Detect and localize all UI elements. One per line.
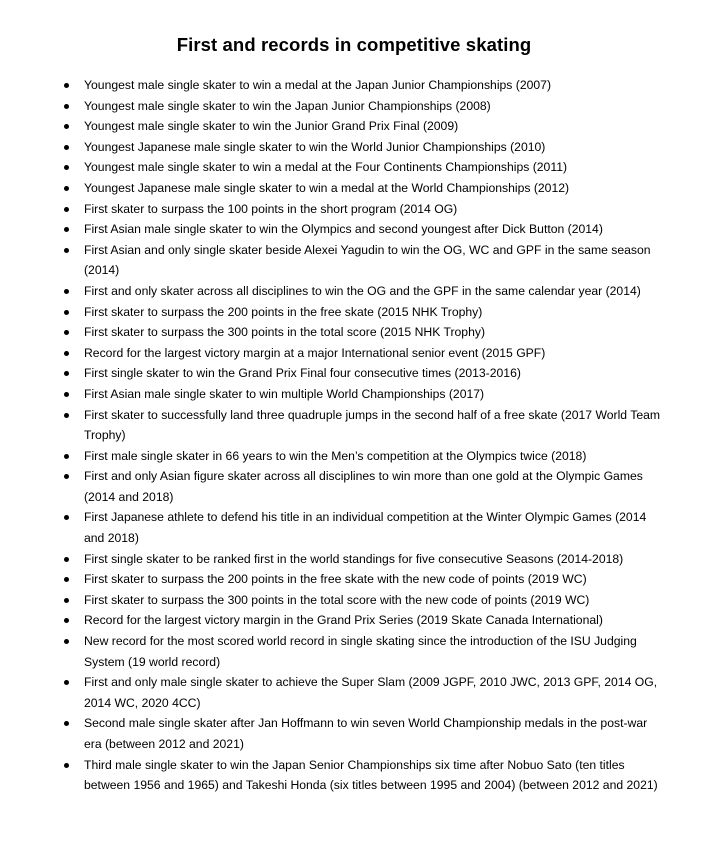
bullet-icon — [64, 207, 69, 212]
record-text: First skater to surpass the 300 points in the total score with the new code of points (2019 WC) — [84, 592, 590, 607]
bullet-icon — [64, 186, 69, 191]
record-text: First Japanese athlete to defend his title in an individual competition at the Winter Olympic Games (2014 and 2018) — [84, 510, 647, 546]
record-item — [64, 466, 668, 507]
bullet-icon — [64, 515, 69, 520]
record-text: Third male single skater to win the Japan Senior Championships six time after Nobuo Sato (ten titles between 1956 and 1965) and Takeshi Honda (six titles between 1995 and 2004) (between 2012 and 2021) — [84, 757, 658, 793]
bullet-icon — [64, 454, 69, 459]
bullet-icon — [64, 763, 69, 768]
record-item — [64, 713, 668, 754]
record-text: Youngest male single skater to win a medal at the Japan Junior Championships (2007) — [84, 78, 552, 92]
bullet-icon — [64, 557, 69, 562]
record-item — [64, 405, 668, 446]
records-list — [64, 75, 668, 796]
record-item — [64, 240, 668, 281]
record-item — [64, 755, 668, 796]
record-item — [64, 549, 668, 570]
bullet-icon — [64, 145, 69, 150]
record-text: Youngest male single skater to win a medal at the Four Continents Championships (2011) — [84, 160, 568, 175]
record-text: First and only male single skater to achieve the Super Slam (2009 JGPF, 2010 JWC, 2013 GPF, 2014 OG, 2014 WC, 2020 4CC) — [84, 675, 658, 710]
record-item — [64, 302, 668, 323]
record-text: First single skater to be ranked first in the world standings for five consecutive Seasons (2014-2018) — [84, 551, 624, 566]
bullet-icon — [64, 289, 69, 294]
bullet-icon — [64, 351, 69, 356]
record-item — [64, 672, 668, 713]
record-text: First skater to surpass the 200 points in the free skate with the new code of points (2019 WC) — [84, 572, 587, 587]
record-text: First Asian and only single skater beside Alexei Yagudin to win the OG, WC and GPF in the same season (2014) — [84, 242, 651, 278]
record-item — [64, 219, 668, 240]
bullet-icon — [64, 227, 69, 232]
record-item — [64, 322, 668, 343]
record-text: New record for the most scored world record in single skating since the introduction of the ISU Judging System (19 world record) — [84, 634, 637, 669]
record-item — [64, 446, 668, 467]
record-text: Record for the largest victory margin in the Grand Prix Series (2019 Skate Canada International) — [84, 613, 603, 628]
record-item — [64, 569, 668, 590]
record-text: Youngest Japanese male single skater to win a medal at the World Championships (2012) — [84, 180, 570, 195]
record-text: Youngest male single skater to win the Japan Junior Championships (2008) — [84, 98, 491, 113]
record-item — [64, 157, 668, 178]
record-text: First single skater to win the Grand Prix Final four consecutive times (2013-2016) — [84, 366, 521, 381]
record-item — [64, 137, 668, 158]
bullet-icon — [64, 618, 69, 623]
record-text: Youngest Japanese male single skater to win the World Junior Championships (2010) — [84, 139, 546, 154]
record-text: First male single skater in 66 years to win the Men’s competition at the Olympics twice (2018) — [84, 448, 587, 463]
record-text: First skater to surpass the 300 points in the total score (2015 NHK Trophy) — [84, 325, 486, 340]
record-item — [64, 507, 668, 548]
record-item — [64, 363, 668, 384]
bullet-icon — [64, 83, 69, 88]
record-text: Record for the largest victory margin at a major International senior event (2015 GPF) — [84, 345, 546, 360]
record-text: First skater to surpass the 100 points in the short program (2014 OG) — [84, 201, 458, 216]
bullet-icon — [64, 577, 69, 582]
bullet-icon — [64, 248, 69, 253]
record-text: First skater to surpass the 200 points in the free skate (2015 NHK Trophy) — [84, 304, 483, 319]
record-item — [64, 116, 668, 137]
bullet-icon — [64, 598, 69, 603]
bullet-icon — [64, 124, 69, 129]
bullet-icon — [64, 104, 69, 109]
record-item — [64, 199, 668, 220]
record-item — [64, 590, 668, 611]
record-text: First and only skater across all disciplines to win the OG and the GPF in the same calendar year (2014) — [84, 283, 641, 298]
bullet-icon — [64, 310, 69, 315]
record-text: Second male single skater after Jan Hoffmann to win seven World Championship medals in the post-war era (between 2012 and 2021) — [84, 716, 648, 751]
record-item — [64, 96, 668, 117]
bullet-icon — [64, 639, 69, 644]
bullet-icon — [64, 721, 69, 726]
bullet-icon — [64, 392, 69, 397]
bullet-icon — [64, 371, 69, 376]
bullet-icon — [64, 165, 69, 170]
record-item — [64, 281, 668, 302]
record-item — [64, 178, 668, 199]
record-item — [64, 610, 668, 631]
record-text: Youngest male single skater to win the Junior Grand Prix Final (2009) — [84, 119, 459, 134]
record-text: First Asian male single skater to win multiple World Championships (2017) — [84, 386, 485, 401]
bullet-icon — [64, 330, 69, 335]
record-item — [64, 384, 668, 405]
record-item — [64, 343, 668, 364]
record-text: First skater to successfully land three quadruple jumps in the second half of a free skate (2017 World Team Trophy) — [84, 407, 661, 443]
bullet-icon — [64, 413, 69, 418]
record-text: First and only Asian figure skater across all disciplines to win more than one gold at the Olympic Games (2014 and 2018) — [84, 469, 643, 504]
record-text: First Asian male single skater to win the Olympics and second youngest after Dick Button (2014) — [84, 222, 603, 237]
bullet-icon — [64, 680, 69, 685]
page-title: First and records in competitive skating — [176, 34, 532, 55]
record-item — [64, 631, 668, 672]
bullet-icon — [64, 474, 69, 479]
record-item — [64, 75, 668, 96]
